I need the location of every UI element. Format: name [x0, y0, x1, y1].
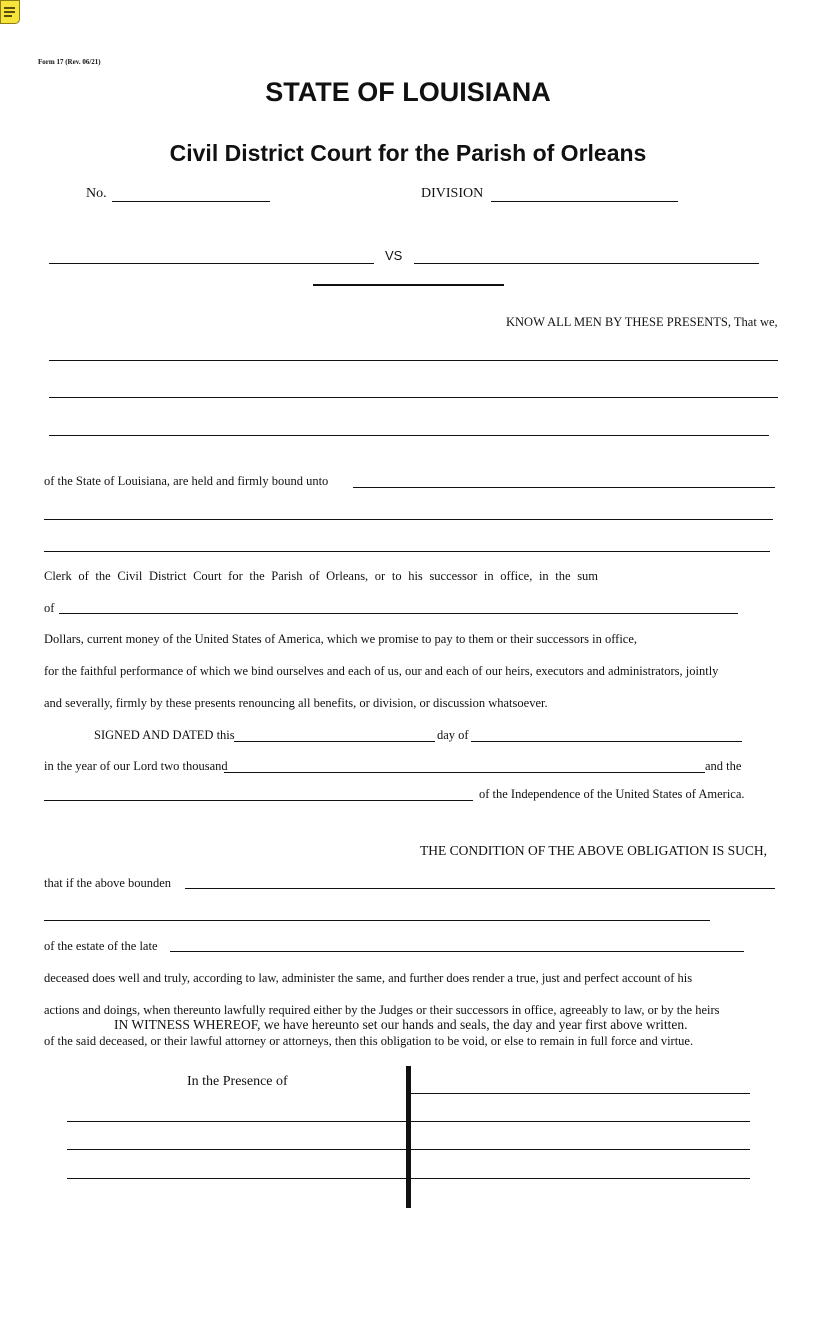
page-subtitle: Civil District Court for the Parish of Orleans: [169, 140, 647, 166]
condition-text: THE CONDITION OF THE ABOVE OBLIGATION IS SUCH,: [420, 843, 767, 858]
severally-text: and severally, firmly by these presents renouncing all benefits, or division, or discussion whatsoever.: [44, 696, 548, 710]
obligee-line-1[interactable]: [353, 487, 775, 488]
page-title: STATE OF LOUISIANA: [265, 77, 551, 107]
sum-field[interactable]: [59, 613, 738, 614]
signature-divider: [406, 1066, 411, 1208]
independence-text: of the Independence of the United States of America.: [479, 787, 745, 801]
versus-label: VS: [385, 248, 403, 263]
defendant-field[interactable]: [414, 263, 759, 264]
witness-signature-line[interactable]: [67, 1178, 406, 1179]
know-all-text: KNOW ALL MEN BY THESE PRESENTS, That we,: [506, 315, 778, 329]
held-bound-text: of the State of Louisiana, are held and firmly bound unto: [44, 474, 329, 488]
obligee-line-3[interactable]: [44, 551, 770, 552]
principal-signature-line[interactable]: [411, 1178, 750, 1179]
and-the-label: and the: [705, 759, 742, 773]
principal-line-1[interactable]: [49, 360, 778, 361]
division-field[interactable]: [491, 201, 678, 202]
witness-text: IN WITNESS WHEREOF, we have hereunto set our hands and seals, the day and year first above written.: [114, 1017, 688, 1032]
dollars-text: Dollars, current money of the United States of America, which we promise to pay to them or their successors in office,: [44, 632, 638, 646]
witness-signature-line[interactable]: [67, 1121, 406, 1122]
signed-day-field[interactable]: [234, 741, 435, 742]
principal-signature-line[interactable]: [411, 1149, 750, 1150]
case-number-field[interactable]: [112, 201, 270, 202]
deceased-text: deceased does well and truly, according to law, administer the same, and further does render a true, just and perfect account of his: [44, 971, 693, 985]
day-of-label: day of: [437, 728, 469, 742]
principal-line-3[interactable]: [49, 435, 769, 436]
division-label: DIVISION: [421, 186, 484, 201]
estate-label: of the estate of the late: [44, 939, 158, 953]
independence-year-field[interactable]: [44, 800, 473, 801]
year-of-lord-label: in the year of our Lord two thousand: [44, 759, 228, 773]
said-deceased-text: of the said deceased, or their lawful attorney or attorneys, then this obligation to be void, or else to remain in full force and virtue.: [44, 1034, 694, 1048]
principal-signature-line[interactable]: [411, 1121, 750, 1122]
estate-field[interactable]: [170, 951, 744, 952]
faithful-text: for the faithful performance of which we bind ourselves and each of us, our and each of our heirs, executors and administrators, jointly: [44, 664, 719, 678]
clerk-text: Clerk of the Civil District Court for the Parish of Orleans, or to his successor in office, in the sum: [44, 569, 599, 583]
form-id: Form 17 (Rev. 06/21): [38, 58, 101, 66]
caption-divider: [313, 284, 504, 286]
bounden-line-1[interactable]: [185, 888, 775, 889]
signed-dated-label: SIGNED AND DATED this: [94, 728, 235, 742]
actions-text: actions and doings, when thereunto lawfully required either by the Judges or their successors in office, agreeably to law, or by the heirs: [44, 1003, 720, 1017]
bounden-label: that if the above bounden: [44, 876, 172, 890]
witness-signature-line[interactable]: [67, 1149, 406, 1150]
sticky-note-icon[interactable]: [0, 0, 20, 24]
principal-signature-line[interactable]: [411, 1093, 750, 1094]
year-field[interactable]: [224, 772, 705, 773]
signed-month-field[interactable]: [471, 741, 742, 742]
principal-line-2[interactable]: [49, 397, 778, 398]
obligee-line-2[interactable]: [44, 519, 773, 520]
sum-of-label: of: [44, 601, 55, 615]
case-number-label: No.: [86, 186, 107, 201]
plaintiff-field[interactable]: [49, 263, 374, 264]
presence-label: In the Presence of: [187, 1074, 288, 1089]
bounden-line-2[interactable]: [44, 920, 710, 921]
